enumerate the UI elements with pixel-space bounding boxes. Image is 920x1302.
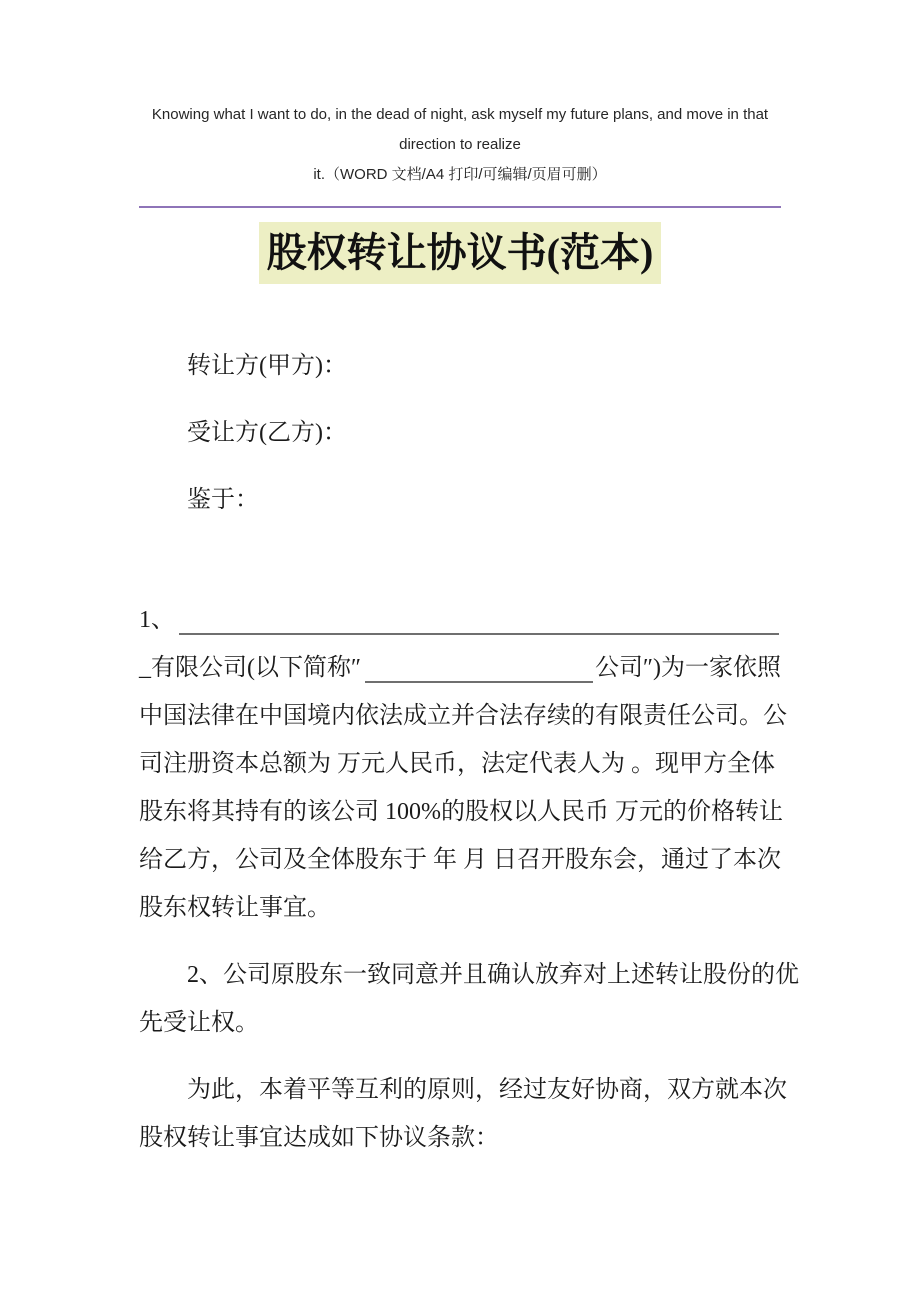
clause1-line2-post: 公司″)为一家依照 xyxy=(595,655,781,681)
clause1-line-7: 股东权转让事宜。 xyxy=(139,895,331,921)
clause2-line-1: 2、公司原股东一致同意并且确认放弃对上述转让股份的优 xyxy=(187,962,799,988)
header-text-line1: Knowing what I want to do, in the dead of night, ask myself my future plans, and move in that direction to realize xyxy=(151,106,769,153)
document-title xyxy=(0,222,920,284)
party-transferee-label: 受让方(乙方)： xyxy=(187,420,347,446)
clause1-line-4: 司注册资本总额为 万元人民币，法定代表人为 。现甲方全体 xyxy=(139,751,775,777)
closing-line-2: 股权转让事宜达成如下协议条款： xyxy=(139,1125,499,1151)
whereas-label: 鉴于： xyxy=(187,487,259,513)
clause-1 xyxy=(139,596,787,932)
document-body xyxy=(139,342,799,1162)
clause1-line-2 xyxy=(139,644,781,692)
clause1-line-3: 中国法律在中国境内依法成立并合法存续的有限责任公司。公 xyxy=(139,703,787,729)
clause1-number: 1、 xyxy=(139,607,175,633)
clause2-line-2: 先受让权。 xyxy=(139,1010,259,1036)
clause1-line2-pre: _有限公司(以下简称″ xyxy=(139,655,361,681)
header-text-line2: it.（WORD 文档/A4 打印/可编辑/页眉可删） xyxy=(313,166,607,183)
header-divider xyxy=(139,206,781,208)
clause-2 xyxy=(139,951,799,1047)
title-highlight: 股权转让协议书(范本) xyxy=(259,222,662,284)
party-transferor-label: 转让方(甲方)： xyxy=(187,353,347,379)
fill-in-blank-underline xyxy=(179,596,779,635)
fill-in-blank-underline xyxy=(365,644,593,683)
clause1-line-6: 给乙方，公司及全体股东于 年 月 日召开股东会，通过了本次 xyxy=(139,847,781,873)
clause1-line-1 xyxy=(139,596,781,644)
closing-paragraph xyxy=(139,1066,787,1162)
page-header xyxy=(139,0,781,190)
closing-line-1: 为此，本着平等互利的原则，经过友好协商，双方就本次 xyxy=(187,1077,787,1103)
clause1-line-5: 股东将其持有的该公司 100%的股权以人民币 万元的价格转让 xyxy=(139,799,783,825)
blank-line xyxy=(139,543,781,596)
